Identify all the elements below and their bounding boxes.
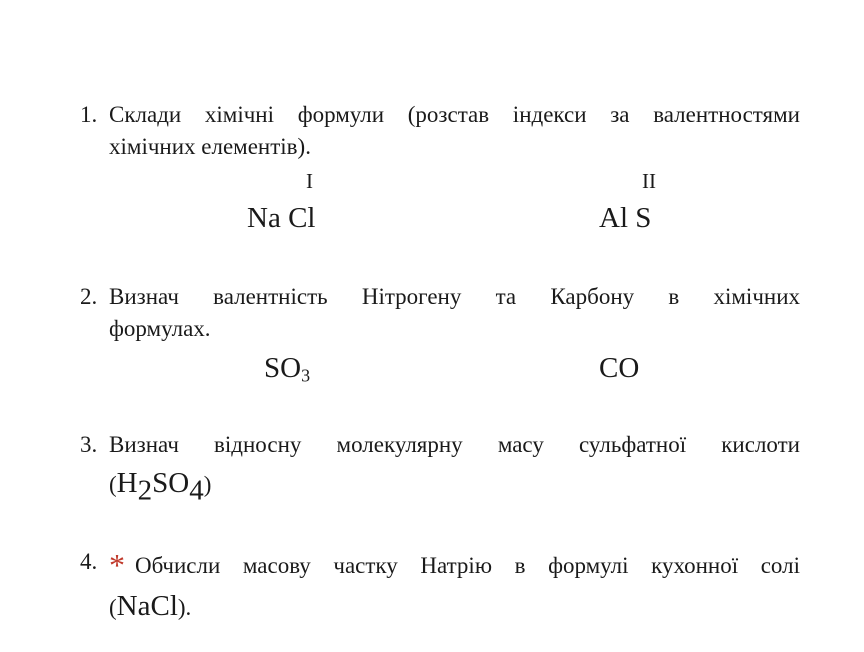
formula-part: NaCl [116,590,178,622]
formula-nacl: Na Cl [247,202,316,234]
task-text-line: хімічних елементів). [109,134,311,159]
formula-h2so4 [109,467,800,507]
task-number: 3. [80,432,98,457]
task-number: 4. [80,549,98,574]
task-text [109,99,800,163]
task-1 [80,99,800,163]
task-text [109,281,800,345]
task-2 [80,281,800,345]
valence-label-na: I [306,169,313,193]
task-text-line: Визнач відносну молекулярну масу сульфатної кислоти [109,432,800,457]
formula-subscript: 3 [301,365,311,386]
task-3 [80,429,800,507]
formula-part: SO [152,467,190,499]
task-text-line: формулах. [109,316,211,341]
formula-nacl-salt [109,590,800,624]
paren-close: ). [177,595,192,620]
star-marker: * [109,547,125,583]
task-text-line [109,546,800,582]
formula-part: H [116,467,138,499]
paren-close: ) [203,472,212,497]
task-text [109,546,800,624]
formula-subscript: 2 [137,474,153,507]
task-number: 1. [80,102,98,127]
valence-label-s: II [642,169,656,193]
task-text [109,429,800,507]
formula-co: CO [599,352,640,384]
formula-main: SO [264,352,302,384]
formula-so3 [264,351,310,385]
paren-open: ( [109,595,117,620]
task-text-line: Склади хімічні формули (розстав індекси за валентностями [109,102,800,127]
task-text-content: Обчисли масову частку Натрію в формулі кухонної солі [135,553,800,578]
task-text-line: Визнач валентність Нітрогену та Карбону в хімічних [109,284,800,309]
formula-subscript: 4 [189,474,204,507]
formula-als: Al S [599,202,652,234]
task-4 [80,546,800,624]
paren-open: ( [109,472,117,497]
task-number: 2. [80,284,98,309]
